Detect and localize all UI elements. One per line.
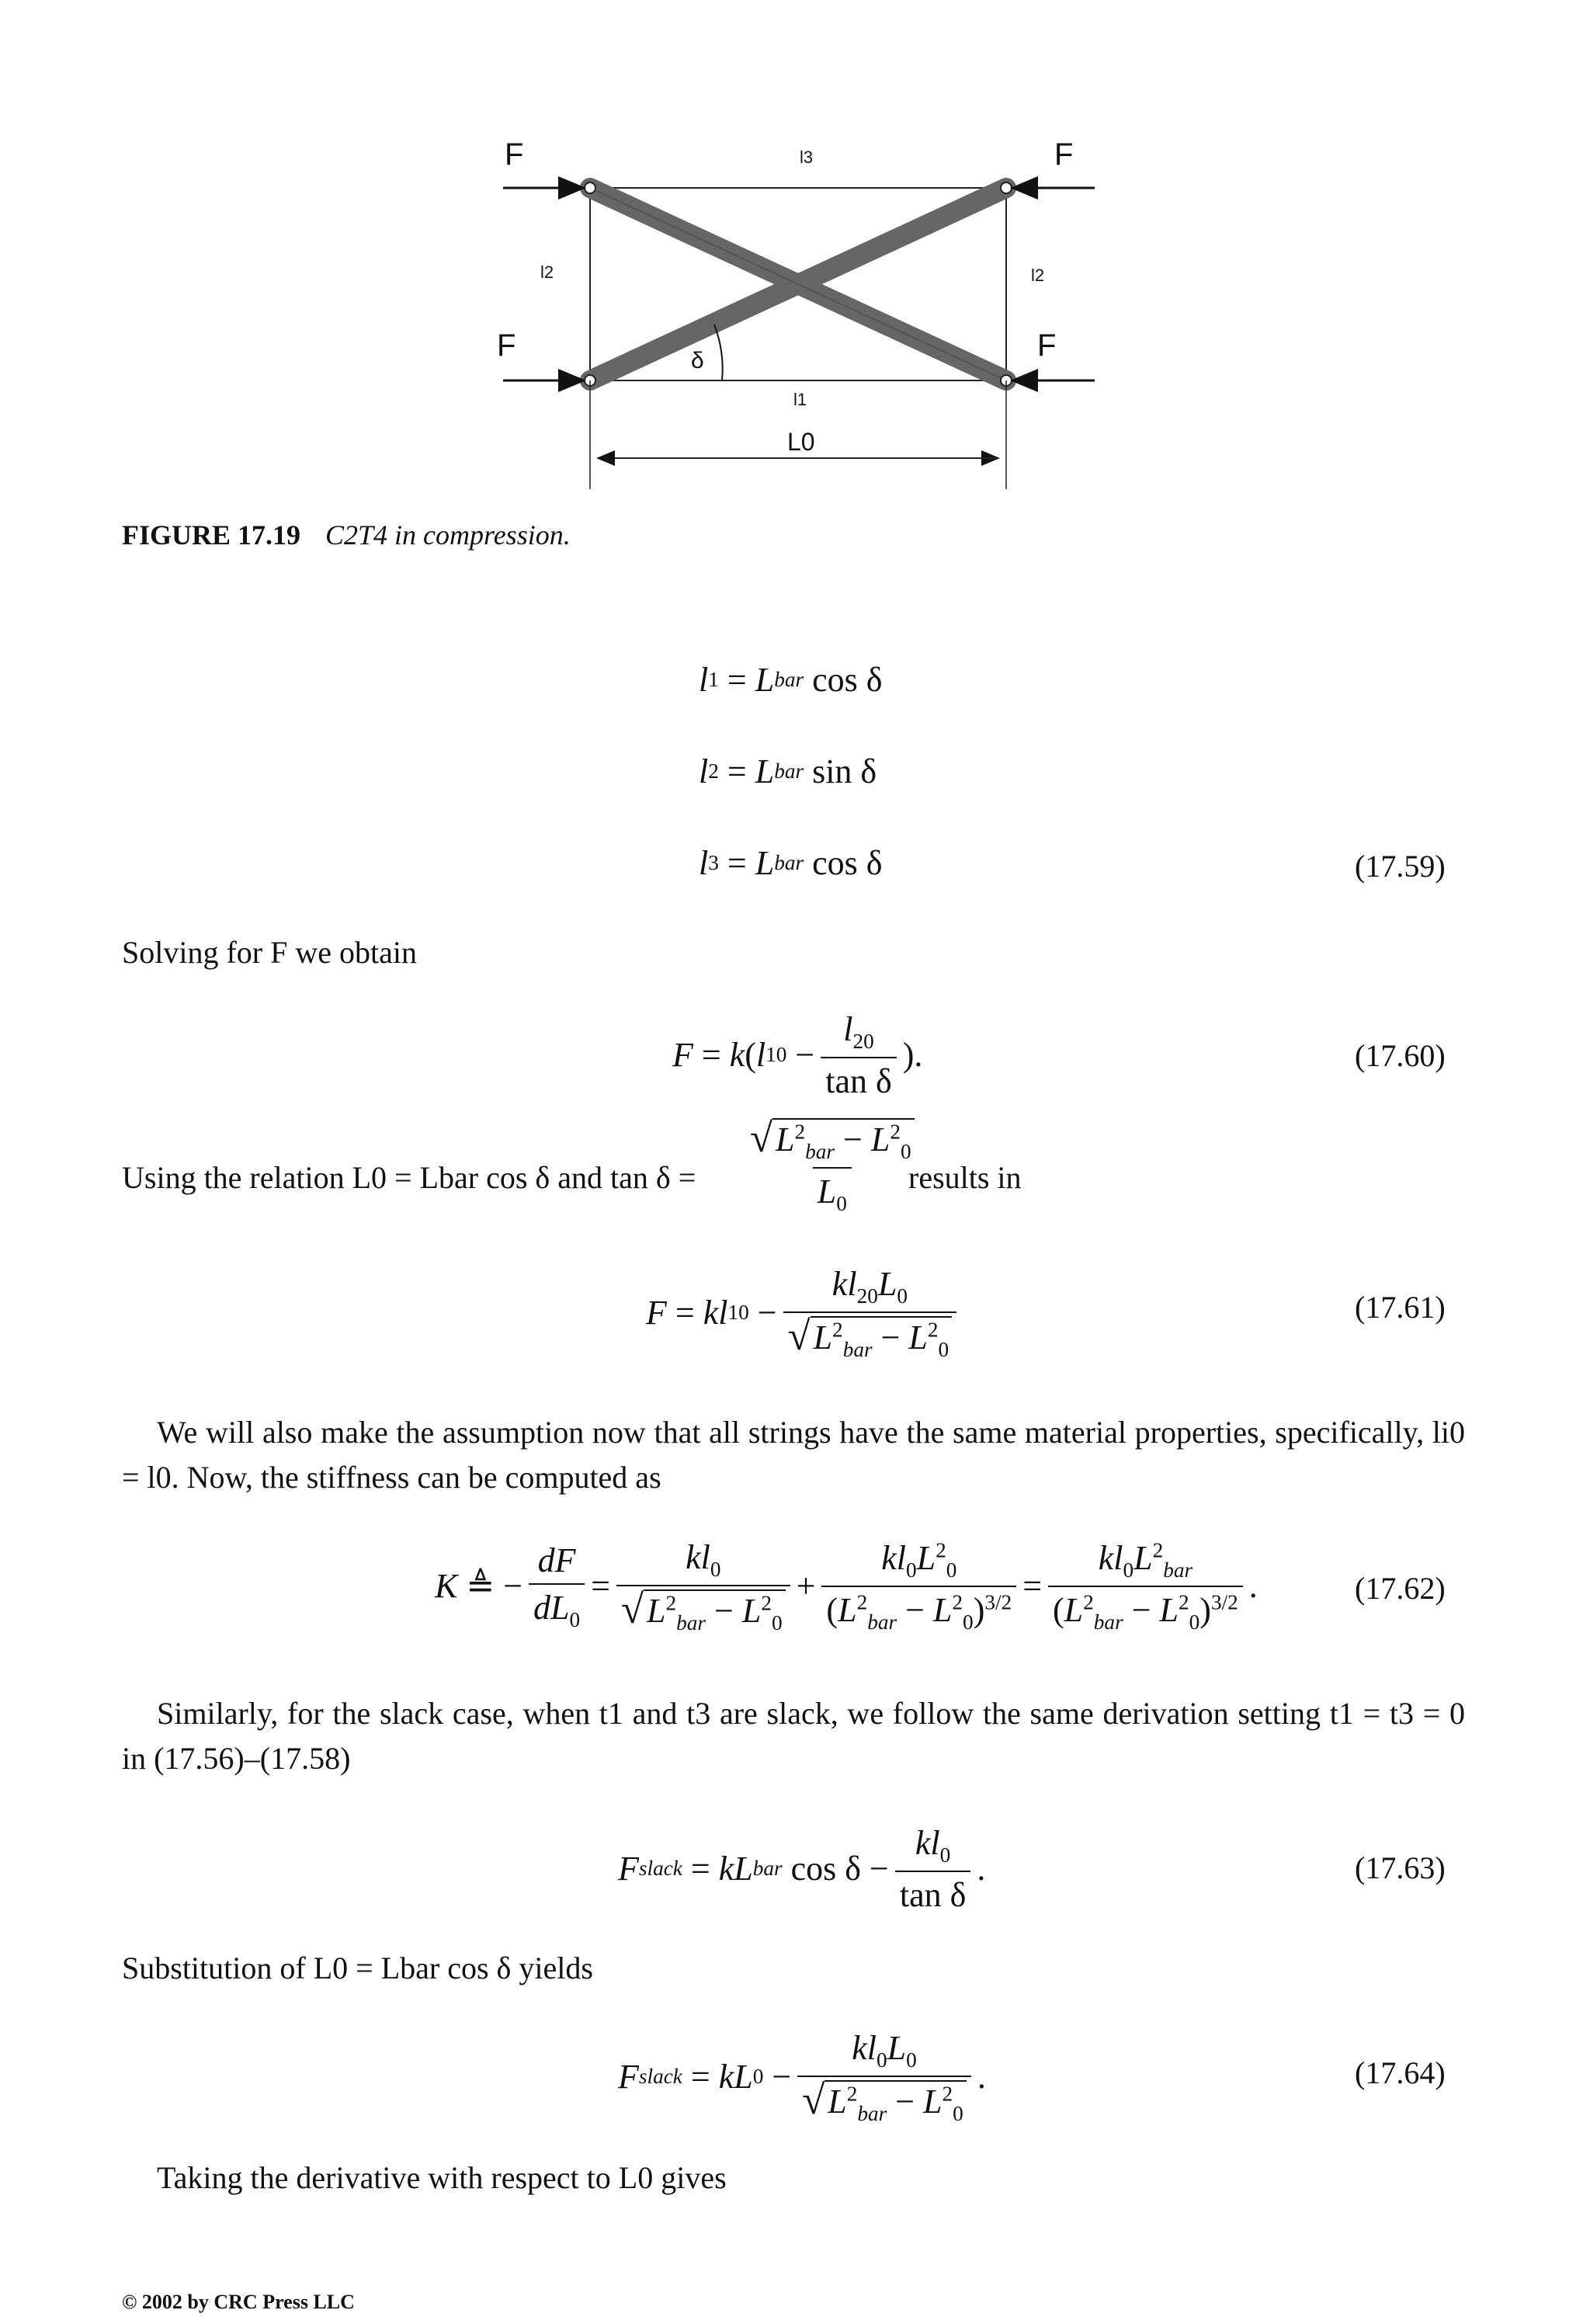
equation-F-slack-substituted: F slack = kL 0 − $kl_0L_0$ √ $L^2_{bar} - L^2_0$ . xyxy=(618,2029,986,2125)
text-solving: Solving for F we obtain xyxy=(122,935,417,970)
equation-number-17-59: (17.59) xyxy=(1355,849,1446,884)
equation-number-17-62: (17.62) xyxy=(1355,1571,1446,1606)
equation-number-17-63: (17.63) xyxy=(1355,1850,1446,1885)
label-F-bottom-left: F xyxy=(497,328,516,363)
label-delta: δ xyxy=(691,348,704,373)
copyright-footer: © 2002 by CRC Press LLC xyxy=(122,2291,355,2313)
text-using-relation: Using the relation L0 = Lbar cos δ and tan δ = xyxy=(122,1160,696,1195)
equation-number-17-64: (17.64) xyxy=(1355,2055,1446,2090)
label-l2-right: l2 xyxy=(1031,266,1045,285)
text-taking-derivative: Taking the derivative with respect to L0 gives xyxy=(157,2160,727,2195)
equation-l1: l 1 = L bar cos δ xyxy=(699,661,883,699)
equation-number-17-61: (17.61) xyxy=(1355,1290,1446,1325)
label-L0: L0 xyxy=(787,428,815,456)
label-l3: l3 xyxy=(800,148,814,167)
text-substitution: Substitution of L0 = Lbar cos δ yields xyxy=(122,1951,593,1985)
label-l1: l1 xyxy=(793,390,807,409)
text-results-in: results in xyxy=(908,1160,1022,1195)
equation-l2: l 2 = L bar sin δ xyxy=(699,752,877,790)
caption-number: FIGURE 17.19 xyxy=(122,519,301,551)
equation-F: F = k ( l 10 − $\frac{l_{20}}{\text{tan δ}}$ ). xyxy=(672,1010,923,1100)
joint-top-right xyxy=(1001,182,1012,193)
equation-tan-delta: √ $L^2_{bar} - L^2_0$ $L_0$ xyxy=(739,1118,925,1216)
caption-text: C2T4 in compression. xyxy=(325,519,571,551)
equation-F-slack: F slack = kL bar cos δ − $\frac{kl_0}{\text{tan δ}}$ . xyxy=(618,1824,986,1914)
equation-l3: l 3 = L bar cos δ xyxy=(699,844,883,882)
equation-number-17-60: (17.60) xyxy=(1355,1038,1446,1073)
label-l2-left: l2 xyxy=(540,262,554,282)
figure-caption xyxy=(122,519,571,551)
equation-stiffness-K: K ≜ − $\frac{dF}{dL_0}$ = $kl_0$ √ $L^2_{bar} - L^2_0$ + $\frac{kl_0L^2_0}{(L^2_{bar} - L^2_0)^{3/2}}$ = $\frac{kl_0L^2_{bar}}{(L^2_{bar} - L^2_0)^{3/2}}$ . xyxy=(435,1538,1258,1634)
figure-c2t4-compression xyxy=(466,124,1133,497)
joint-top-left xyxy=(585,182,595,193)
label-F-top-left: F xyxy=(505,137,524,172)
text-assumption: We will also make the assumption now that all strings have the same material properties, specifically, li0 = l0. Now, the stiffness can be computed as xyxy=(122,1415,1465,1495)
text-similarly: Similarly, for the slack case, when t1 and t3 are slack, we follow the same derivation setting t1 = t3 = 0 in (17.56)–(17.58) xyxy=(122,1696,1465,1776)
label-F-bottom-right: F xyxy=(1037,328,1057,363)
equation-F-substituted: F = kl 10 − $kl_{20}L_0$ √ $L^2_{bar} - L^2_0$ xyxy=(646,1264,963,1362)
label-F-top-right: F xyxy=(1054,137,1074,172)
